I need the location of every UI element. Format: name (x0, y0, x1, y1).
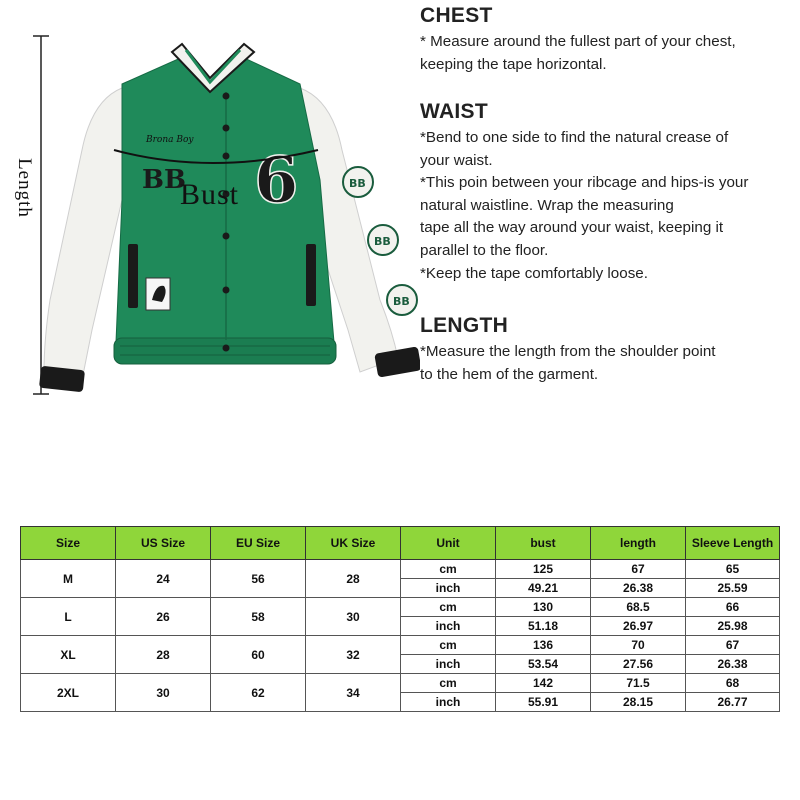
svg-text:BB: BB (393, 295, 410, 308)
size-cell: M (21, 560, 116, 598)
waist-line: *Bend to one side to find the natural crease of (420, 129, 729, 146)
length-section (420, 314, 716, 386)
unit-cell: inch (401, 617, 496, 636)
waist-line: *This poin between your ribcage and hips-is your (420, 174, 749, 192)
unit-cell: cm (401, 560, 496, 579)
unit-cell: cm (401, 598, 496, 617)
uk-size-cell: 30 (306, 598, 401, 636)
sleeve-cell: 67 (686, 636, 780, 655)
table-row (21, 636, 780, 655)
bust-cell: 53.54 (496, 655, 591, 674)
left-sleeve (44, 88, 122, 380)
bust-cell: 136 (496, 636, 591, 655)
table-header-row (21, 527, 780, 560)
sleeve-cell: 68 (686, 674, 780, 693)
length-title: LENGTH (420, 314, 509, 337)
length-label: Length (14, 158, 35, 218)
unit-cell: inch (401, 693, 496, 712)
eu-size-cell: 58 (211, 598, 306, 636)
svg-text:BB: BB (349, 177, 366, 190)
header-length: length (591, 527, 686, 560)
bust-cell: 51.18 (496, 617, 591, 636)
header-uk-size: UK Size (306, 527, 401, 560)
bust-cell: 49.21 (496, 579, 591, 598)
uk-size-cell: 32 (306, 636, 401, 674)
chest-line: keeping the tape horizontal. (420, 55, 607, 73)
bust-cell: 55.91 (496, 693, 591, 712)
waist-line: natural waistline. Wrap the measuring (420, 196, 674, 214)
svg-text:BB: BB (374, 235, 391, 248)
us-size-cell: 26 (116, 598, 211, 636)
length-cell: 26.97 (591, 617, 686, 636)
table-row (21, 598, 780, 617)
length-cell: 70 (591, 636, 686, 655)
left-pocket (128, 244, 138, 308)
waist-section (420, 100, 748, 285)
sleeve-cell: 65 (686, 560, 780, 579)
bust-cell: 142 (496, 674, 591, 693)
table-row (21, 674, 780, 693)
size-cell: 2XL (21, 674, 116, 712)
length-cell: 27.56 (591, 655, 686, 674)
bust-label: Bust (180, 178, 240, 211)
us-size-cell: 30 (116, 674, 211, 712)
header-sleeve-length: Sleeve Length (686, 527, 780, 560)
waist-line: parallel to the floor. (420, 241, 549, 259)
right-pocket (306, 244, 316, 306)
jacket-number-text: 6 (254, 143, 299, 218)
eu-size-cell: 62 (211, 674, 306, 712)
header-bust: bust (496, 527, 591, 560)
chest-section (420, 4, 736, 76)
sleeve-cell: 25.98 (686, 617, 780, 636)
header-eu-size: EU Size (211, 527, 306, 560)
jacket-letters-text: BB (142, 165, 186, 195)
unit-cell: cm (401, 636, 496, 655)
unit-cell: cm (401, 674, 496, 693)
unit-cell: inch (401, 579, 496, 598)
header-us-size: US Size (116, 527, 211, 560)
jacket-script-text: Brona Boy (146, 135, 194, 145)
bust-cell: 130 (496, 598, 591, 617)
size-chart-table (20, 526, 780, 712)
chest-line: * Measure around the fullest part of your chest, (420, 33, 736, 50)
length-cell: 28.15 (591, 693, 686, 712)
sleeve-cell: 26.77 (686, 693, 780, 712)
length-cell: 67 (591, 560, 686, 579)
sleeve-cell: 26.38 (686, 655, 780, 674)
chest-title: CHEST (420, 4, 493, 27)
size-cell: XL (21, 636, 116, 674)
length-cell: 68.5 (591, 598, 686, 617)
waist-title: WAIST (420, 100, 488, 123)
length-line: to the hem of the garment. (420, 365, 599, 383)
us-size-cell: 24 (116, 560, 211, 598)
uk-size-cell: 28 (306, 560, 401, 598)
header-size: Size (21, 527, 116, 560)
header-unit: Unit (401, 527, 496, 560)
waist-line: *Keep the tape comfortably loose. (420, 264, 648, 282)
eu-size-cell: 60 (211, 636, 306, 674)
unit-cell: inch (401, 655, 496, 674)
sleeve-cell: 66 (686, 598, 780, 617)
eu-size-cell: 56 (211, 560, 306, 598)
sleeve-cell: 25.59 (686, 579, 780, 598)
us-size-cell: 28 (116, 636, 211, 674)
waist-line: tape all the way around your waist, keeping it (420, 219, 724, 237)
length-cell: 71.5 (591, 674, 686, 693)
size-cell: L (21, 598, 116, 636)
length-line: *Measure the length from the shoulder point (420, 343, 716, 360)
waist-line: your waist. (420, 151, 493, 169)
length-cell: 26.38 (591, 579, 686, 598)
left-cuff (39, 366, 85, 392)
bust-cell: 125 (496, 560, 591, 579)
table-row (21, 560, 780, 579)
uk-size-cell: 34 (306, 674, 401, 712)
